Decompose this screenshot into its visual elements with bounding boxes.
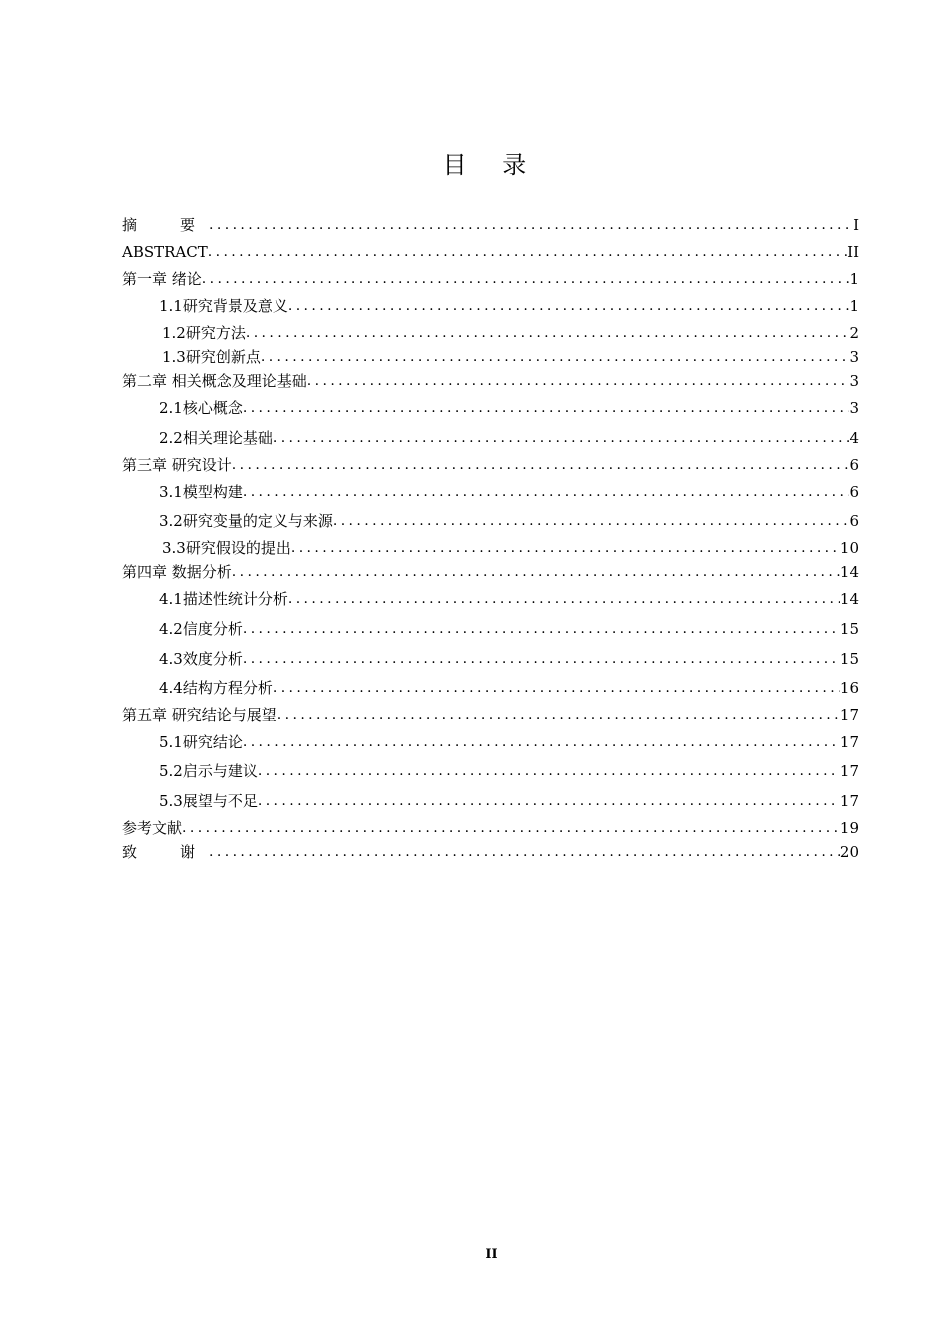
toc-entry-page: 15 (839, 650, 859, 668)
toc-entry-label: 3.1模型构建 (159, 483, 243, 501)
toc-leader-dots (291, 537, 840, 559)
toc-entry-label: 4.4结构方程分析 (159, 679, 273, 697)
toc-leader-dots (202, 268, 849, 290)
toc-leader-dots (208, 241, 847, 263)
toc-entry-section-5-2[interactable] (122, 758, 859, 782)
toc-entry-chapter-3[interactable] (122, 452, 859, 476)
toc-leader-dots (243, 397, 849, 419)
toc-leader-dots (261, 346, 849, 368)
toc-entry-section-1-1[interactable] (122, 293, 859, 317)
toc-entry-chapter-2[interactable] (122, 368, 859, 392)
toc-entry-label: 5.2启示与建议 (159, 762, 258, 780)
toc-leader-dots (258, 760, 840, 782)
toc-entry-page: 17 (839, 762, 859, 780)
toc-entry-label: 3.3研究假设的提出 (162, 539, 291, 557)
toc-entry-page: 17 (839, 733, 859, 751)
toc-entry-section-2-2[interactable] (122, 425, 859, 449)
toc-entry-page: 10 (839, 539, 859, 557)
page-title: 目 录 (442, 151, 541, 179)
toc-entry-section-5-3[interactable] (122, 788, 859, 812)
toc-entry-chapter-4[interactable] (122, 559, 859, 583)
toc-entry-page: 3 (849, 399, 859, 417)
footer-page-number: II (485, 1247, 498, 1262)
toc-entry-label: 3.2研究变量的定义与来源 (159, 512, 333, 530)
toc-entry-page: 6 (849, 483, 859, 501)
toc-leader-dots (258, 790, 840, 812)
toc-entry-section-3-3[interactable] (122, 535, 859, 559)
toc-entry-section-4-4[interactable] (122, 675, 859, 699)
toc-leader-dots (277, 704, 840, 726)
toc-leader-dots (243, 648, 840, 670)
toc-entry-label: 4.2信度分析 (159, 620, 243, 638)
toc-entry-label: 1.3研究创新点 (162, 348, 261, 366)
toc-leader-dots (273, 427, 849, 449)
toc-leader-dots (273, 677, 840, 699)
toc-entry-chapter-5[interactable] (122, 702, 859, 726)
toc-entry-page: II (847, 243, 859, 261)
toc-entry-label: 5.1研究结论 (159, 733, 243, 751)
toc-entry-section-1-2[interactable] (122, 320, 859, 344)
toc-entry-section-3-1[interactable] (122, 479, 859, 503)
toc-entry-page: 4 (849, 429, 859, 447)
toc-entry-section-5-1[interactable] (122, 729, 859, 753)
toc-entry-page: 15 (839, 620, 859, 638)
toc-entry-label: 第二章 相关概念及理论基础 (122, 372, 307, 390)
toc-entry-page: 6 (849, 456, 859, 474)
toc-entry-page: 1 (849, 270, 859, 288)
toc-leader-dots (243, 731, 840, 753)
toc-entry-page: 1 (849, 297, 859, 315)
toc-leader-dots (182, 817, 840, 839)
toc-entry-label: 第五章 研究结论与展望 (122, 706, 277, 724)
toc-entry-label: 2.2相关理论基础 (159, 429, 273, 447)
toc-entry-label: 1.2研究方法 (162, 324, 246, 342)
toc-leader-dots (288, 295, 849, 317)
toc-leader-dots (232, 454, 849, 476)
toc-entry-page: 6 (849, 512, 859, 530)
toc-entry-label: ABSTRACT (122, 243, 208, 261)
toc-entry-page: 3 (849, 348, 859, 366)
toc-entry-label: 第三章 研究设计 (122, 456, 232, 474)
toc-leader-dots (209, 841, 840, 863)
toc-entry-label: 1.1研究背景及意义 (159, 297, 288, 315)
toc-entry-label: 4.3效度分析 (159, 650, 243, 668)
toc-entry-label: 5.3展望与不足 (159, 792, 258, 810)
toc-entry-page: I (853, 216, 859, 234)
toc-entry-section-1-3[interactable] (122, 344, 859, 368)
toc-leader-dots (209, 214, 849, 236)
toc-entry-label: 致 谢 (122, 843, 210, 861)
toc-entry-page: 16 (839, 679, 859, 697)
toc-entry-label: 4.1描述性统计分析 (159, 590, 288, 608)
toc-leader-dots (333, 510, 849, 532)
toc-entry-section-3-2[interactable] (122, 508, 859, 532)
toc-leader-dots (243, 618, 840, 640)
toc-entry-section-4-2[interactable] (122, 616, 859, 640)
toc-leader-dots (246, 322, 849, 344)
toc-entry-acknowledgements[interactable] (122, 839, 859, 863)
toc-entry-abstract-en[interactable] (122, 239, 859, 263)
toc-entry-chapter-1[interactable] (122, 266, 859, 290)
toc-leader-dots (307, 370, 849, 392)
toc-entry-label: 参考文献 (122, 819, 183, 837)
toc-entry-label: 摘 要 (122, 216, 210, 234)
toc-entry-page: 19 (839, 819, 859, 837)
toc-entry-abstract-cn[interactable] (122, 212, 859, 236)
toc-entry-page: 14 (839, 563, 859, 581)
toc-leader-dots (288, 588, 840, 610)
toc-entry-section-4-1[interactable] (122, 586, 859, 610)
toc-entry-page: 17 (839, 792, 859, 810)
toc-entry-label: 第四章 数据分析 (122, 563, 232, 581)
toc-entry-label: 2.1核心概念 (159, 399, 243, 417)
toc-entry-section-2-1[interactable] (122, 395, 859, 419)
toc-entry-page: 2 (849, 324, 859, 342)
toc-leader-dots (232, 561, 840, 583)
toc-entry-label: 第一章 绪论 (122, 270, 202, 288)
toc-leader-dots (243, 481, 849, 503)
toc-entry-page: 3 (849, 372, 859, 390)
toc-entry-section-4-3[interactable] (122, 646, 859, 670)
toc-entry-references[interactable] (122, 815, 859, 839)
toc-entry-page: 14 (839, 590, 859, 608)
toc-entry-page: 20 (839, 843, 859, 861)
toc-entry-page: 17 (839, 706, 859, 724)
